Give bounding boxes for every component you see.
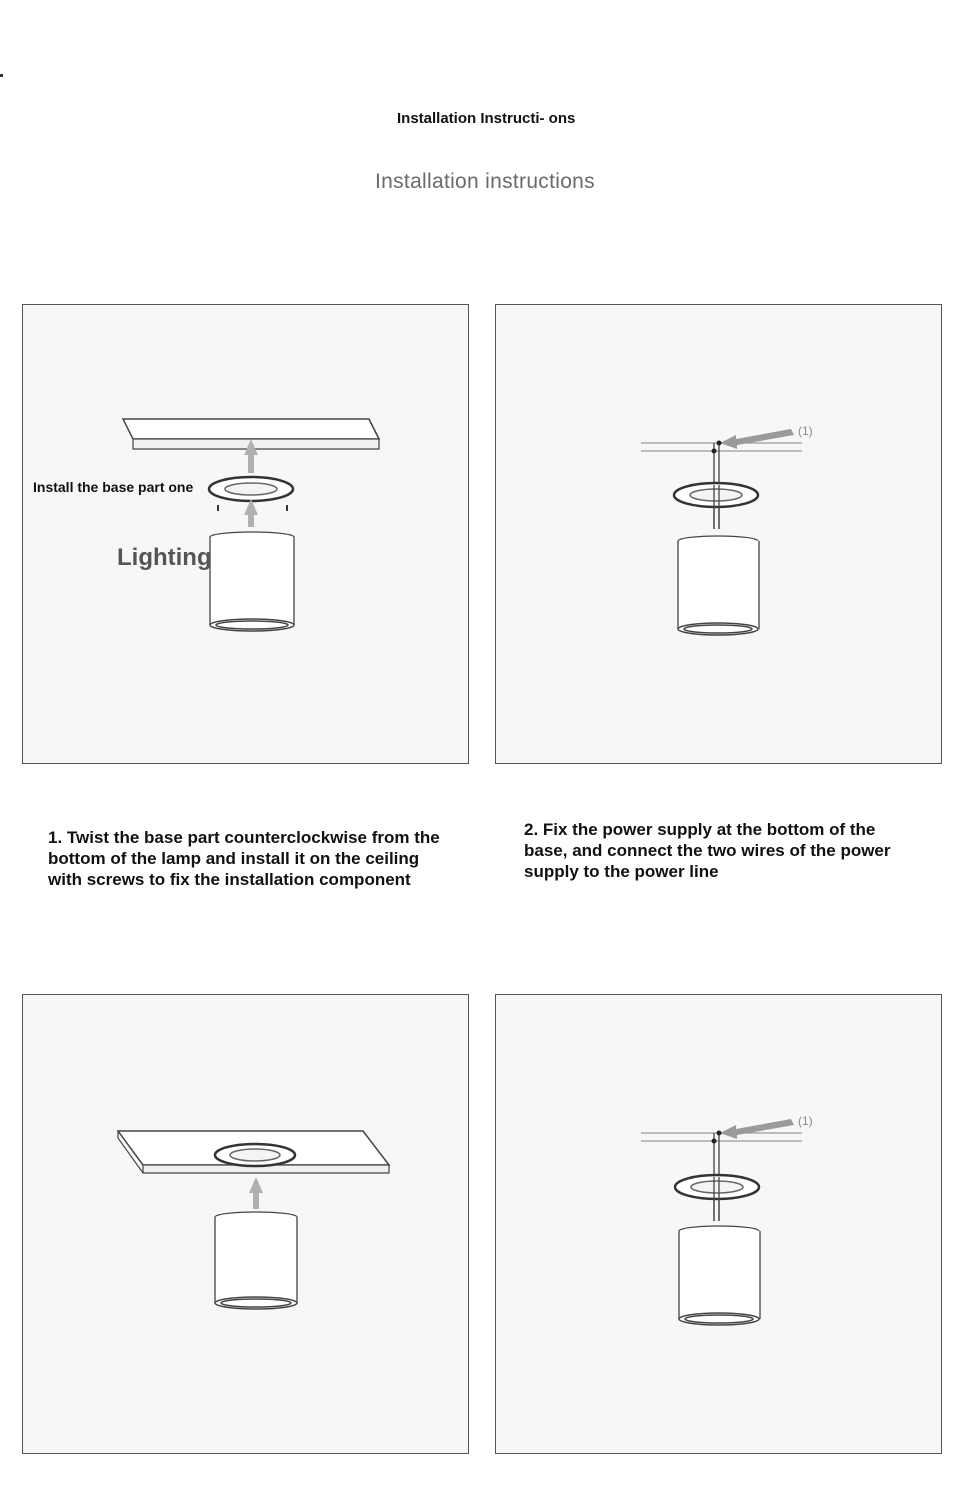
stray-mark (0, 74, 3, 77)
callout-label: (1) (798, 424, 813, 438)
diagram-install-base (23, 305, 469, 764)
diagram-panel-4 (495, 994, 942, 1454)
step-2-caption: 2. Fix the power supply at the bottom of the base, and connect the two wires of the power supply to the power line (524, 820, 891, 881)
diagram-connect-wires-2 (496, 995, 942, 1454)
step-1-caption: 1. Twist the base part counterclockwise from the bottom of the lamp and install it on the ceiling with screws to fix the installation component (48, 828, 440, 889)
diagram-attach-lamp (23, 995, 469, 1454)
diagram-connect-wires (496, 305, 942, 764)
diagram-panel-3 (22, 994, 469, 1454)
page-subtitle: Installation instructions (375, 170, 595, 193)
label-lighting: Lighting (117, 544, 212, 571)
page-title: Installation Instructi- ons (397, 110, 576, 127)
callout-label: (1) (798, 1114, 813, 1128)
diagram-panel-1 (22, 304, 469, 764)
diagram-panel-2 (495, 304, 942, 764)
label-install-base: Install the base part one (33, 479, 194, 495)
